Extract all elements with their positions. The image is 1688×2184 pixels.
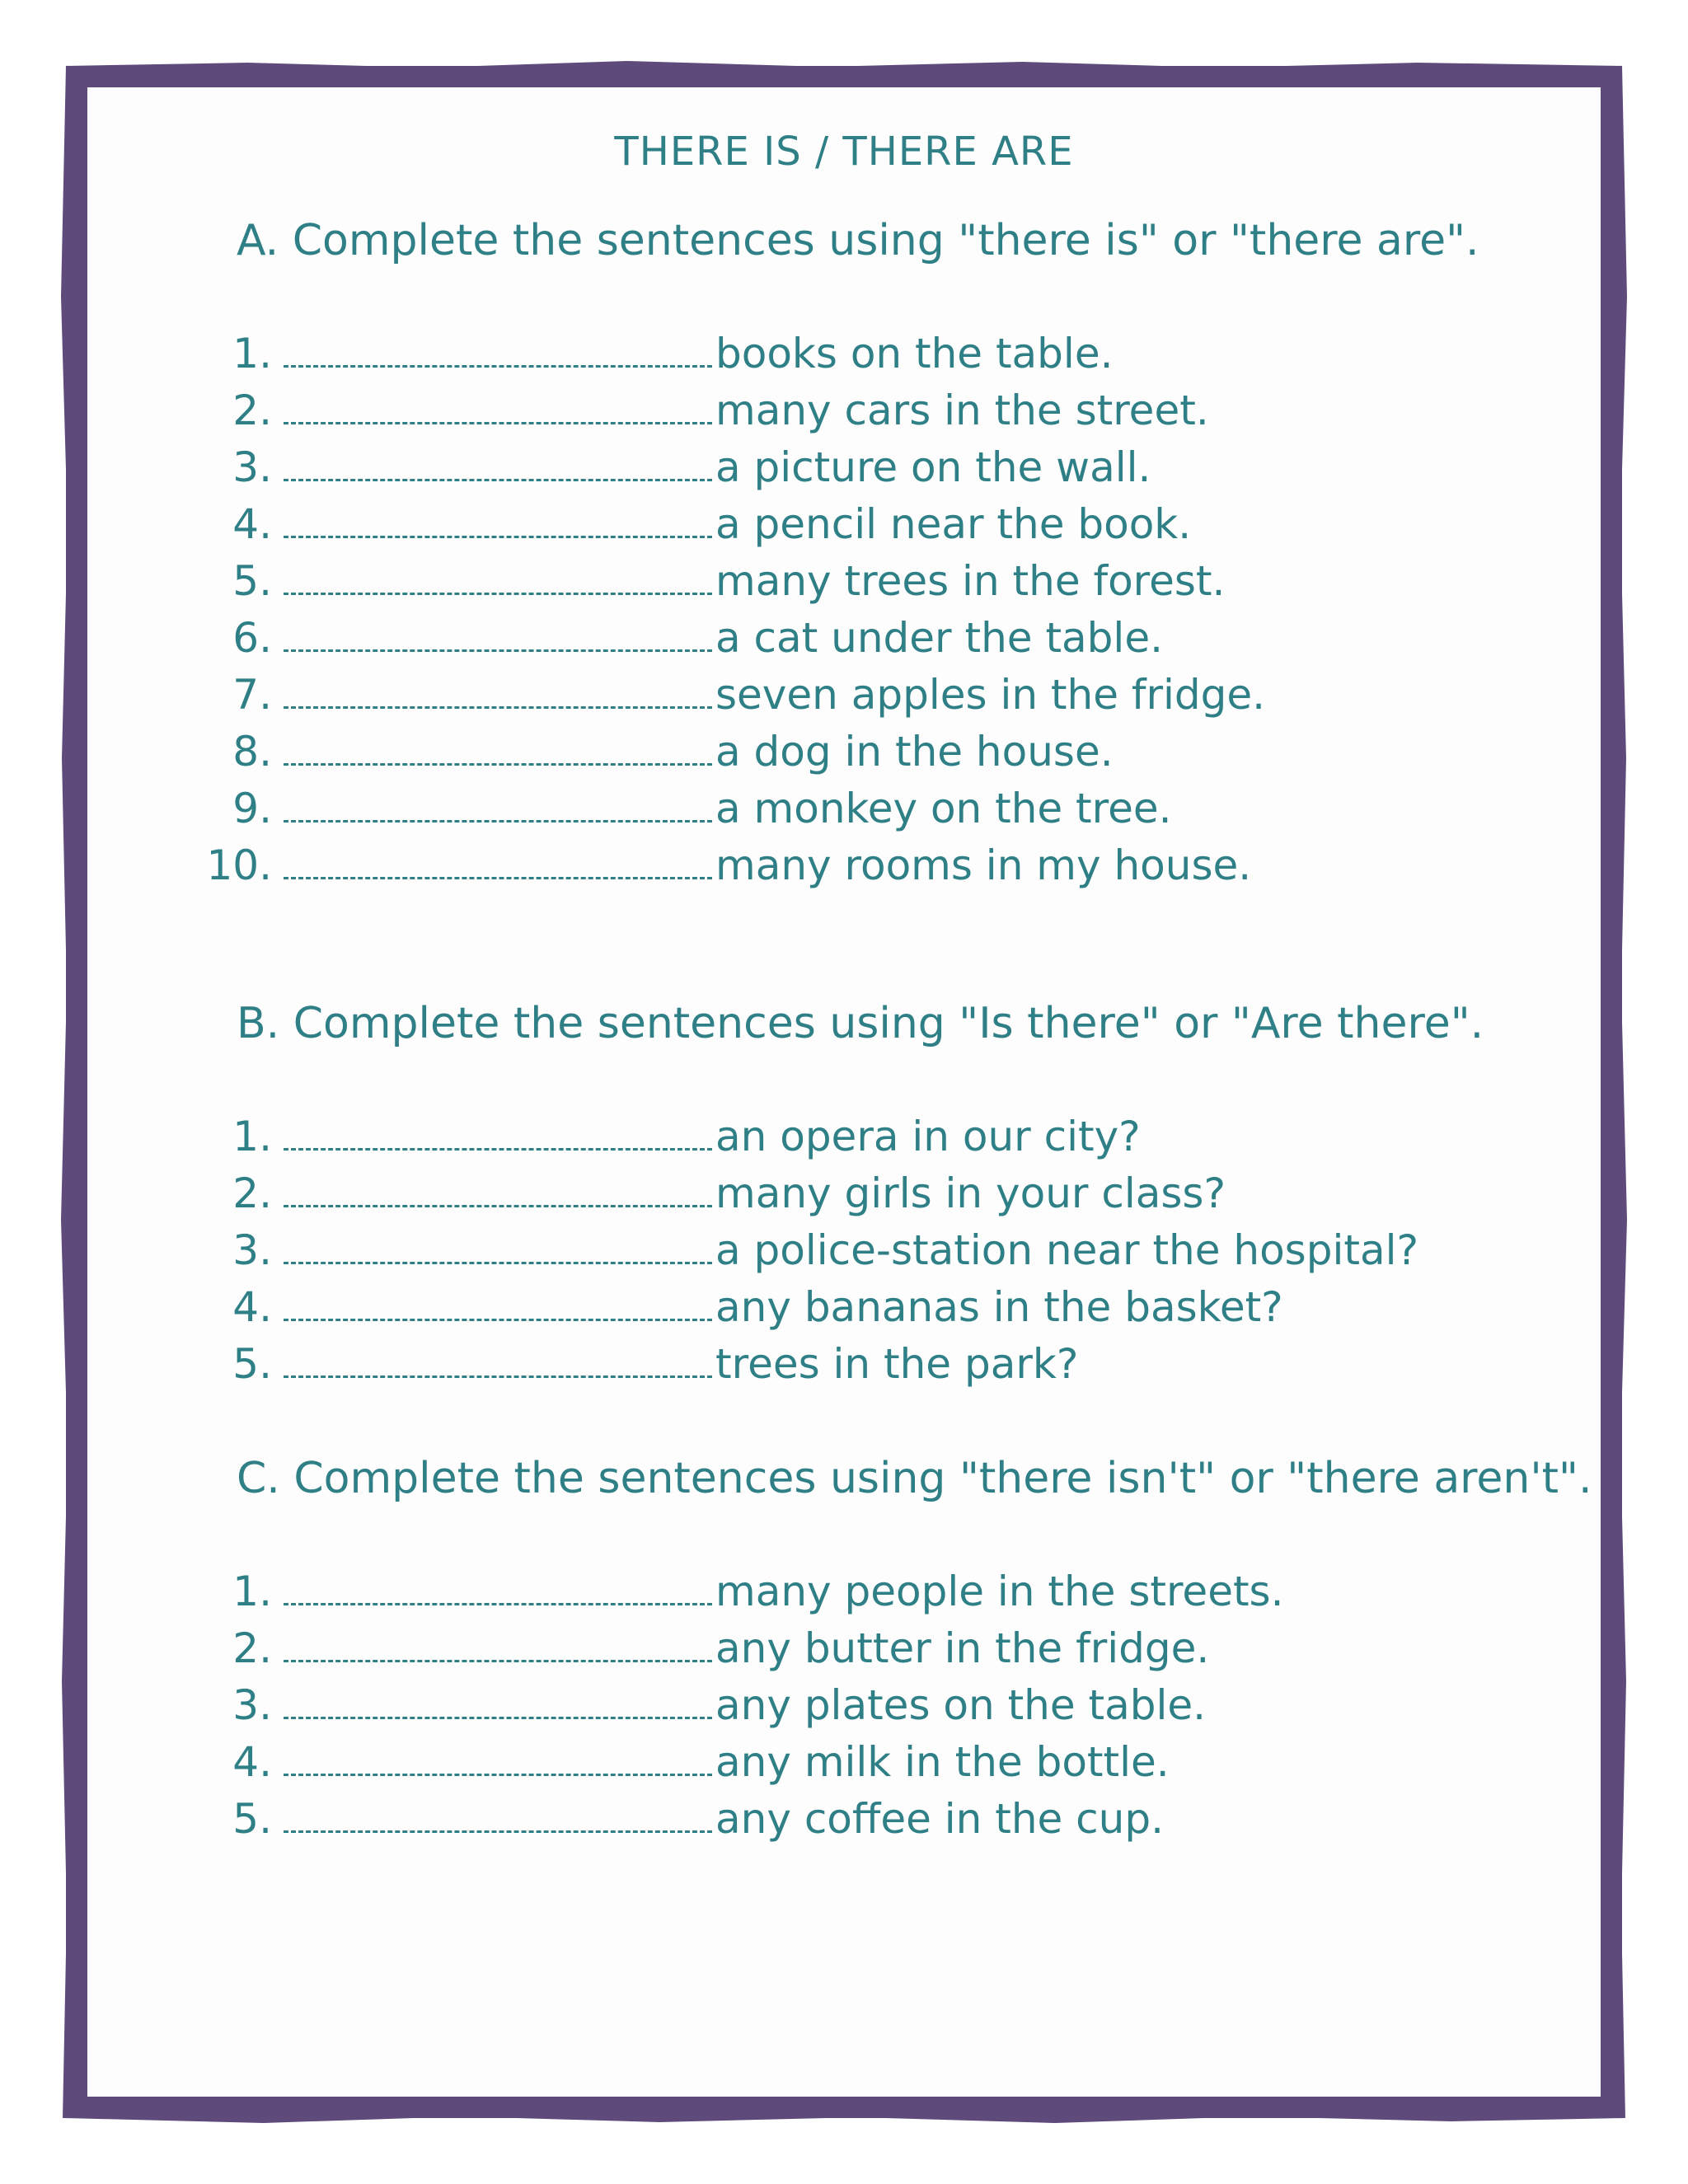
item-number: 3.: [232, 1226, 272, 1274]
answer-blank[interactable]: [284, 787, 712, 823]
item-text: books on the table.: [715, 330, 1114, 377]
section-c-item-3: [198, 1681, 1206, 1737]
item-number: 4.: [232, 1283, 272, 1331]
item-number: 1.: [232, 1113, 272, 1160]
section-a-item-6: [198, 614, 1163, 670]
item-number: 1.: [232, 330, 272, 377]
answer-blank[interactable]: [284, 389, 712, 424]
section-b-item-2: [198, 1169, 1226, 1226]
item-text: any bananas in the basket?: [715, 1283, 1283, 1331]
item-number: 3.: [232, 1681, 272, 1729]
answer-blank[interactable]: [284, 1797, 712, 1833]
item-number: 1.: [232, 1568, 272, 1615]
item-text: many cars in the street.: [715, 387, 1209, 434]
section-a-instruction: A. Complete the sentences using "there is" or "there are".: [237, 216, 1479, 265]
item-text: a monkey on the tree.: [715, 785, 1172, 832]
section-a-item-7: [198, 671, 1265, 727]
item-text: a dog in the house.: [715, 728, 1114, 776]
answer-blank[interactable]: [284, 446, 712, 481]
item-number: 10.: [206, 841, 272, 889]
item-number: 2.: [232, 387, 272, 434]
item-number: 5.: [232, 1795, 272, 1843]
section-a-item-8: [198, 728, 1114, 784]
item-text: many trees in the forest.: [715, 557, 1226, 605]
item-text: any butter in the fridge.: [715, 1624, 1210, 1672]
item-text: a picture on the wall.: [715, 443, 1151, 491]
item-number: 4.: [232, 500, 272, 548]
item-number: 2.: [232, 1169, 272, 1217]
answer-blank[interactable]: [284, 1741, 712, 1776]
answer-blank[interactable]: [284, 844, 712, 879]
item-text: many people in the streets.: [715, 1568, 1284, 1615]
section-c-item-2: [198, 1624, 1209, 1680]
item-text: a pencil near the book.: [715, 500, 1192, 548]
answer-blank[interactable]: [284, 1229, 712, 1264]
section-c-item-4: [198, 1738, 1170, 1794]
section-a-item-9: [198, 785, 1172, 841]
section-b-item-5: [198, 1340, 1078, 1396]
section-a-item-2: [198, 387, 1209, 443]
item-number: 2.: [232, 1624, 272, 1672]
item-number: 9.: [232, 785, 272, 832]
section-a-item-5: [198, 557, 1225, 613]
section-b-instruction: B. Complete the sentences using "Is there" or "Are there".: [237, 999, 1484, 1048]
section-c-item-5: [198, 1795, 1164, 1851]
answer-blank[interactable]: [284, 1627, 712, 1662]
item-text: any coffee in the cup.: [715, 1795, 1164, 1843]
item-number: 7.: [232, 671, 272, 719]
item-text: many girls in your class?: [715, 1169, 1226, 1217]
item-number: 5.: [232, 557, 272, 605]
item-text: seven apples in the fridge.: [715, 671, 1266, 719]
item-number: 6.: [232, 614, 272, 662]
answer-blank[interactable]: [284, 1286, 712, 1321]
item-number: 3.: [232, 443, 272, 491]
answer-blank[interactable]: [284, 1570, 712, 1605]
item-number: 4.: [232, 1738, 272, 1786]
answer-blank[interactable]: [284, 673, 712, 709]
answer-blank[interactable]: [284, 332, 712, 368]
answer-blank[interactable]: [284, 1172, 712, 1207]
answer-blank[interactable]: [284, 1115, 712, 1151]
section-c-item-1: [198, 1568, 1284, 1624]
answer-blank[interactable]: [284, 1684, 712, 1719]
section-b-item-4: [198, 1283, 1283, 1339]
item-text: any milk in the bottle.: [715, 1738, 1170, 1786]
item-text: many rooms in my house.: [715, 841, 1252, 889]
answer-blank[interactable]: [284, 503, 712, 538]
answer-blank[interactable]: [284, 730, 712, 766]
item-text: trees in the park?: [715, 1340, 1079, 1388]
item-text: any plates on the table.: [715, 1681, 1207, 1729]
item-number: 5.: [232, 1340, 272, 1388]
section-a-item-1: [198, 330, 1113, 386]
section-a-item-3: [198, 443, 1151, 499]
answer-blank[interactable]: [284, 616, 712, 652]
item-text: an opera in our city?: [715, 1113, 1141, 1160]
section-b-item-1: [198, 1113, 1141, 1169]
section-a-item-4: [198, 500, 1191, 556]
answer-blank[interactable]: [284, 560, 712, 595]
item-text: a cat under the table.: [715, 614, 1163, 662]
answer-blank[interactable]: [284, 1343, 712, 1378]
section-b-item-3: [198, 1226, 1418, 1282]
section-c-instruction: C. Complete the sentences using "there isn't" or "there aren't".: [237, 1454, 1592, 1503]
worksheet-title: THERE IS / THERE ARE: [614, 129, 1074, 175]
item-text: a police-station near the hospital?: [715, 1226, 1419, 1274]
item-number: 8.: [232, 728, 272, 776]
section-a-item-10: [198, 841, 1251, 898]
